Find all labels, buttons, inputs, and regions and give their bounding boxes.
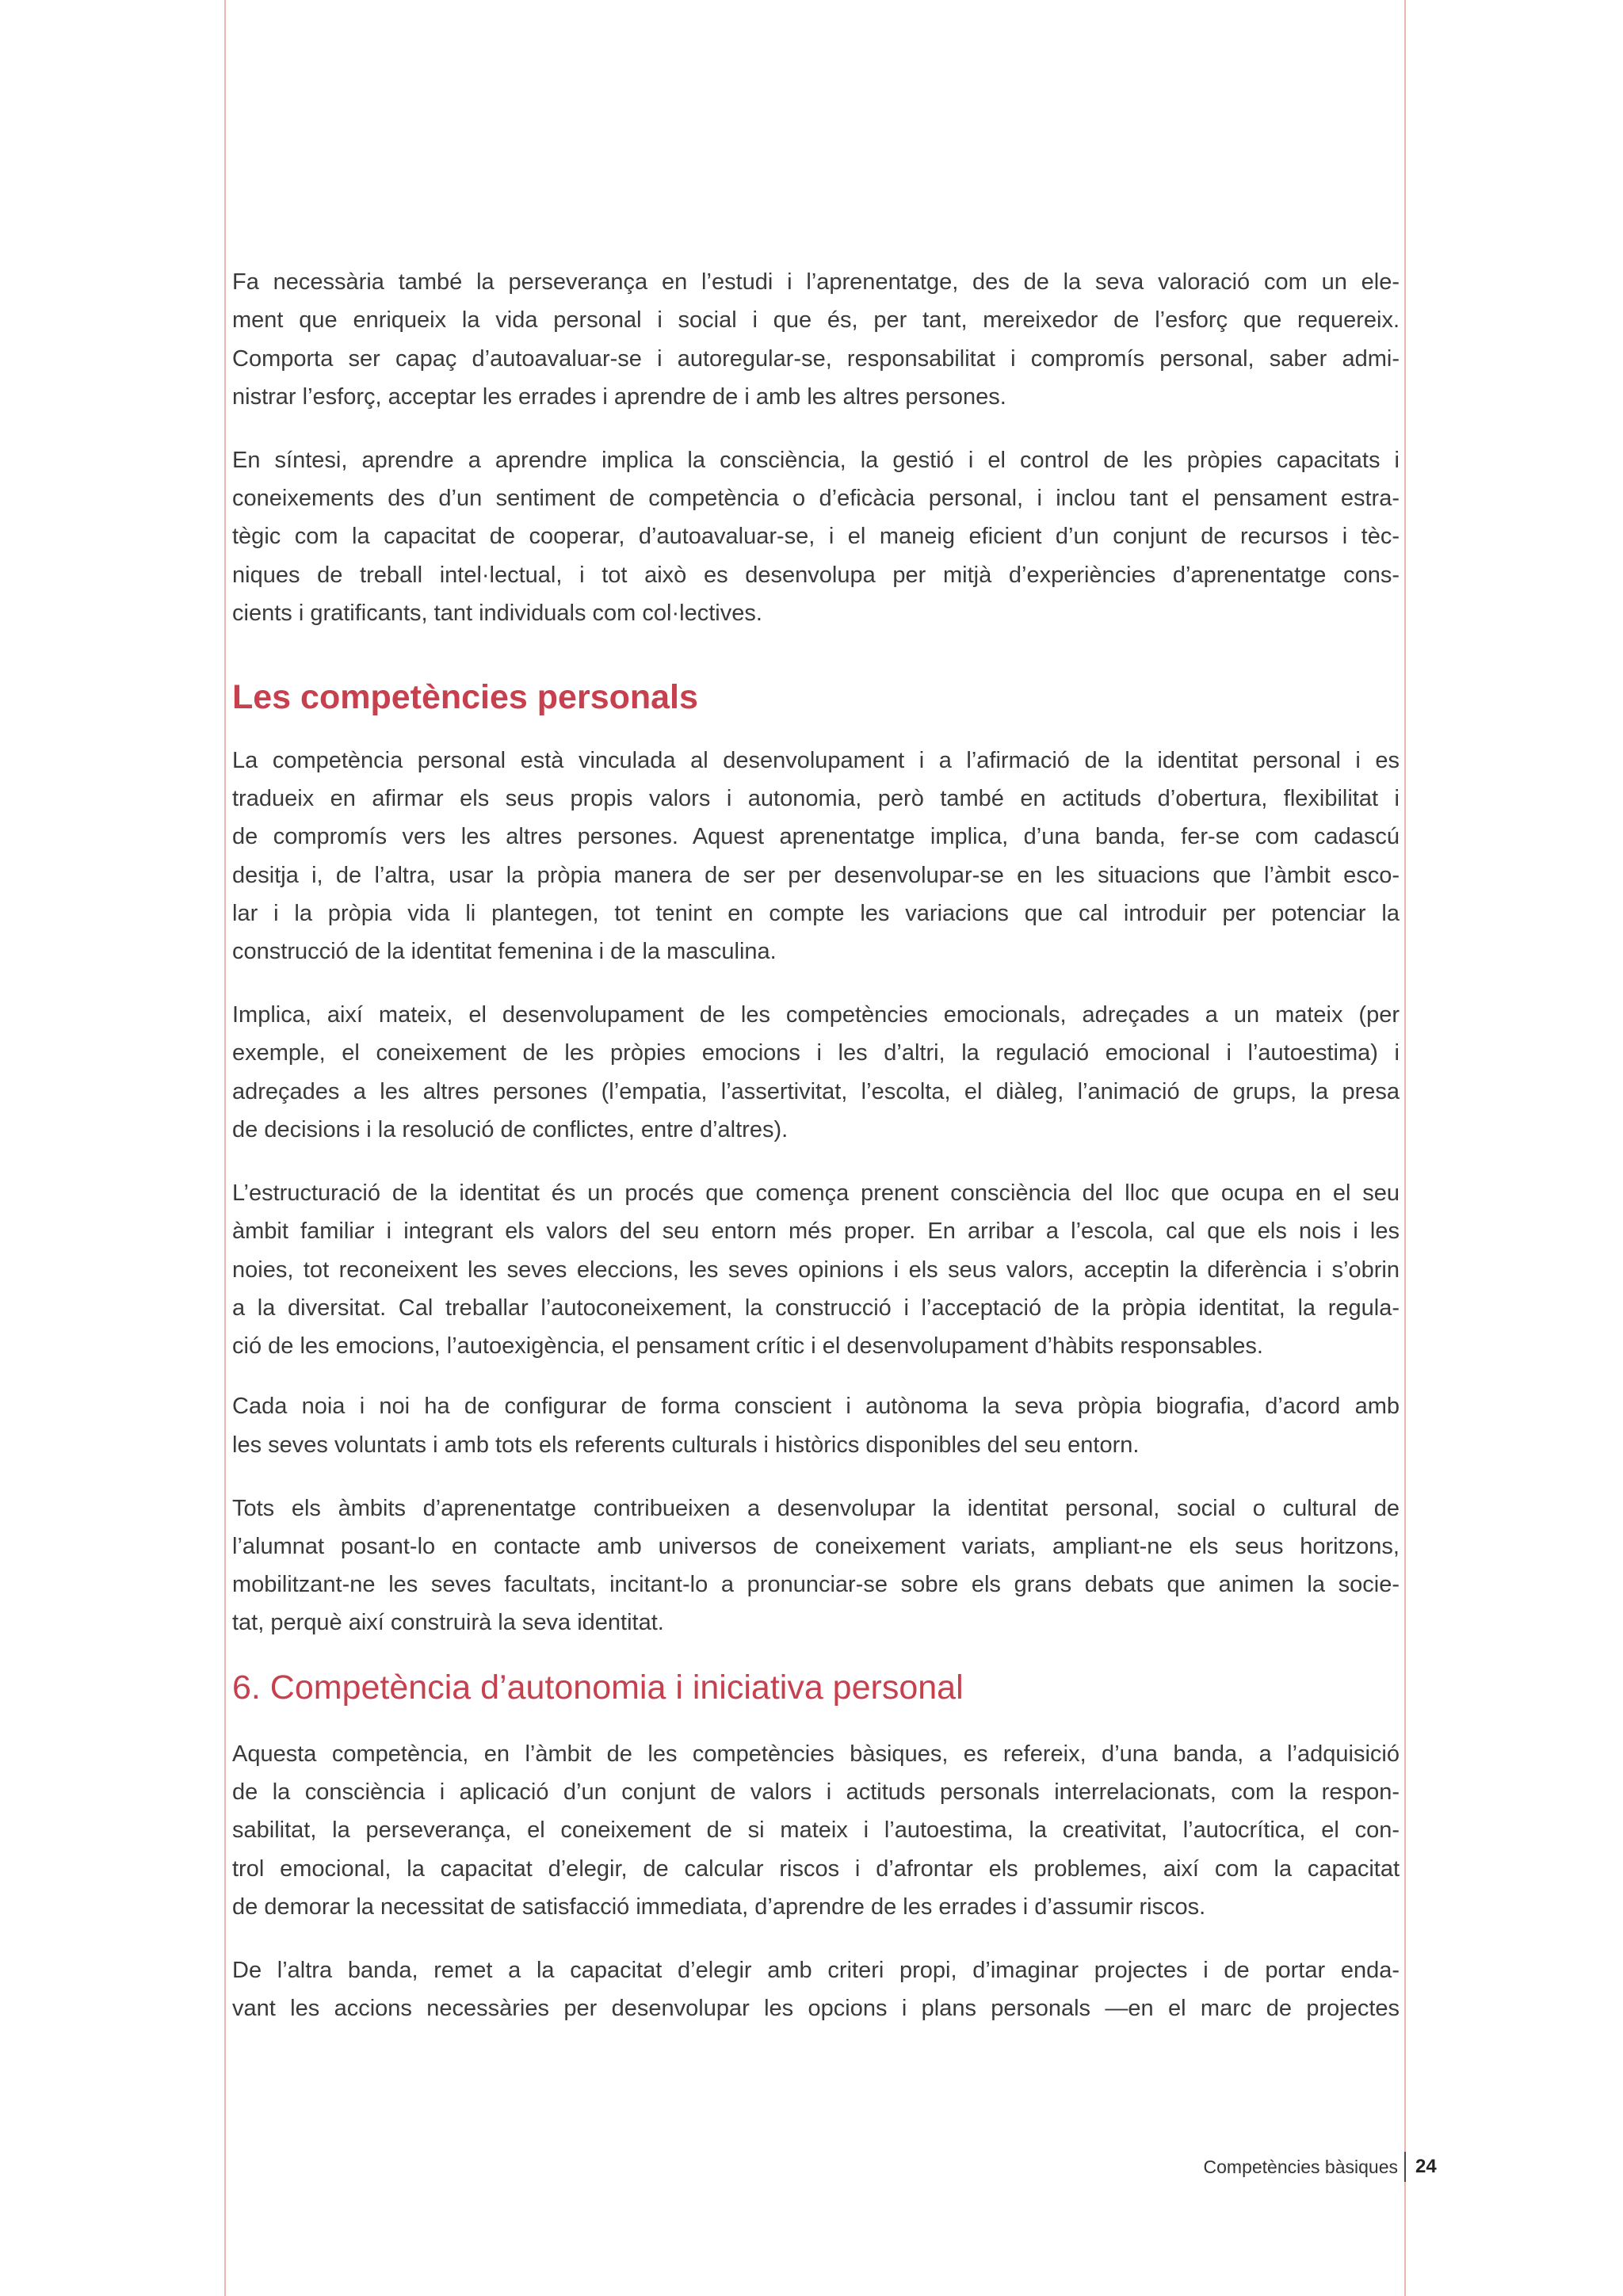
text-line: trol emocional, la capacitat d’elegir, de calcular riscos i d’afrontar els problemes, així com la capacitat (232, 1855, 1400, 1882)
section-heading-autonomy: 6. Competència d’autonomia i iniciativa personal (232, 1669, 964, 1707)
text-line: Tots els àmbits d’aprenentatge contribueixen a desenvolupar la identitat personal, social o cultural de (232, 1495, 1400, 1521)
text-line: de demorar la necessitat de satisfacció immediata, d’aprendre de les errades i d’assumir riscos. (232, 1894, 1206, 1920)
section-heading-personal: Les competències personals (232, 677, 698, 716)
body-paragraph (232, 1735, 1400, 1926)
body-text (232, 263, 1400, 2028)
text-line: L’estructuració de la identitat és un procés que comença prenent consciència del lloc que ocupa en el seu (232, 1180, 1400, 1206)
text-line: coneixements des d’un sentiment de competència o d’eficàcia personal, i inclou tant el pensament estra- (232, 486, 1400, 512)
text-line: desitja i, de l’altra, usar la pròpia manera de ser per desenvolupar-se en les situacions que l’àmbit esco- (232, 862, 1400, 888)
text-line: Aquesta competència, en l’àmbit de les competències bàsiques, es refereix, d’una banda, a l’adquisició (232, 1741, 1400, 1767)
text-line: l’alumnat posant-lo en contacte amb universos de coneixement variats, ampliant-ne els seus horitzons, (232, 1533, 1400, 1559)
text-line: De l’altra banda, remet a la capacitat d’elegir amb criteri propi, d’imaginar projectes i de portar enda- (232, 1957, 1400, 1983)
text-line: ció de les emocions, l’autoexigència, el pensament crític i el desenvolupament d’hàbits responsables. (232, 1333, 1263, 1360)
page-number: 24 (1415, 2156, 1437, 2177)
body-paragraph (232, 1387, 1400, 1464)
text-line: tat, perquè així construirà la seva identitat. (232, 1610, 664, 1636)
text-line: vant les accions necessàries per desenvolupar les opcions i plans personals —en el marc de projectes (232, 1996, 1400, 2022)
text-line: La competència personal està vinculada al desenvolupament i a l’afirmació de la identitat personal i es (232, 747, 1400, 773)
body-paragraph (232, 996, 1400, 1149)
text-line: sabilitat, la perseverança, el coneixement de si mateix i l’autoestima, la creativitat, l’autocrítica, el con- (232, 1817, 1400, 1844)
text-line: Cada noia i noi ha de configurar de forma conscient i autònoma la seva pròpia biografia, d’acord amb (232, 1394, 1400, 1420)
text-line: de decisions i la resolució de conflictes, entre d’altres). (232, 1117, 789, 1143)
text-line: noies, tot reconeixent les seves eleccions, les seves opinions i els seus valors, acceptin la diferència i s’obrin (232, 1257, 1400, 1283)
text-line: mobilitzant-ne les seves facultats, incitant-lo a pronunciar-se sobre els grans debats que animen la socie- (232, 1572, 1400, 1598)
page-rule-right (1404, 0, 1406, 2296)
text-line: adreçades a les altres persones (l’empatia, l’assertivitat, l’escolta, el diàleg, l’animació de grups, la presa (232, 1078, 1400, 1104)
text-line: ment que enriqueix la vida personal i social i que és, per tant, mereixedor de l’esforç que requereix. (232, 307, 1400, 334)
text-line: Comporta ser capaç d’autoavaluar-se i autoregular-se, responsabilitat i compromís personal, saber admi- (232, 345, 1400, 372)
text-line: de la consciència i aplicació d’un conjunt de valors i actituds personals interrelacionats, com la respon- (232, 1779, 1400, 1806)
text-line: construcció de la identitat femenina i de la masculina. (232, 939, 777, 965)
footer-title: Competències bàsiques (1203, 2157, 1398, 2177)
body-paragraph (232, 742, 1400, 971)
body-paragraph (232, 1951, 1400, 2028)
text-line: Implica, així mateix, el desenvolupament de les competències emocionals, adreçades a un mateix (per (232, 1002, 1400, 1028)
text-line: àmbit familiar i integrant els valors del seu entorn més proper. En arribar a l’escola, cal que els nois i les (232, 1219, 1400, 1245)
text-line: cients i gratificants, tant individuals com col·lectives. (232, 600, 762, 626)
text-line: nistrar l’esforç, acceptar les errades i aprendre de i amb les altres persones. (232, 383, 1006, 410)
text-line: exemple, el coneixement de les pròpies emocions i les d’altri, la regulació emocional i l’autoestima) i (232, 1040, 1400, 1066)
text-line: tègic com la capacitat de cooperar, d’autoavaluar-se, i el maneig eficient d’un conjunt de recursos i tèc- (232, 524, 1400, 550)
body-paragraph (232, 1174, 1400, 1365)
text-line: lar i la pròpia vida li plantegen, tot tenint en compte les variacions que cal introduir per potenciar la (232, 900, 1400, 926)
body-paragraph (232, 441, 1400, 632)
text-line: En síntesi, aprendre a aprendre implica la consciència, la gestió i el control de les pròpies capacitats i (232, 447, 1400, 473)
text-line: de compromís vers les altres persones. Aquest aprenentatge implica, d’una banda, fer-se com cadascú (232, 824, 1400, 850)
body-paragraph (232, 1489, 1400, 1642)
text-line: les seves voluntats i amb tots els referents culturals i històrics disponibles del seu entorn. (232, 1432, 1140, 1458)
text-line: Fa necessària també la perseverança en l’estudi i l’aprenentatge, des de la seva valoració com un ele- (232, 269, 1400, 295)
text-line: tradueix en afirmar els seus propis valors i autonomia, però també en actituds d’obertura, flexibilitat i (232, 786, 1400, 812)
page-rule-left (224, 0, 226, 2296)
text-line: a la diversitat. Cal treballar l’autoconeixement, la construcció i l’acceptació de la pròpia identitat, la regula- (232, 1295, 1400, 1321)
text-line: niques de treball intel·lectual, i tot això es desenvolupa per mitjà d’experiències d’aprenentatge cons- (232, 562, 1400, 588)
body-paragraph (232, 263, 1400, 416)
footer-divider (1404, 2152, 1406, 2182)
